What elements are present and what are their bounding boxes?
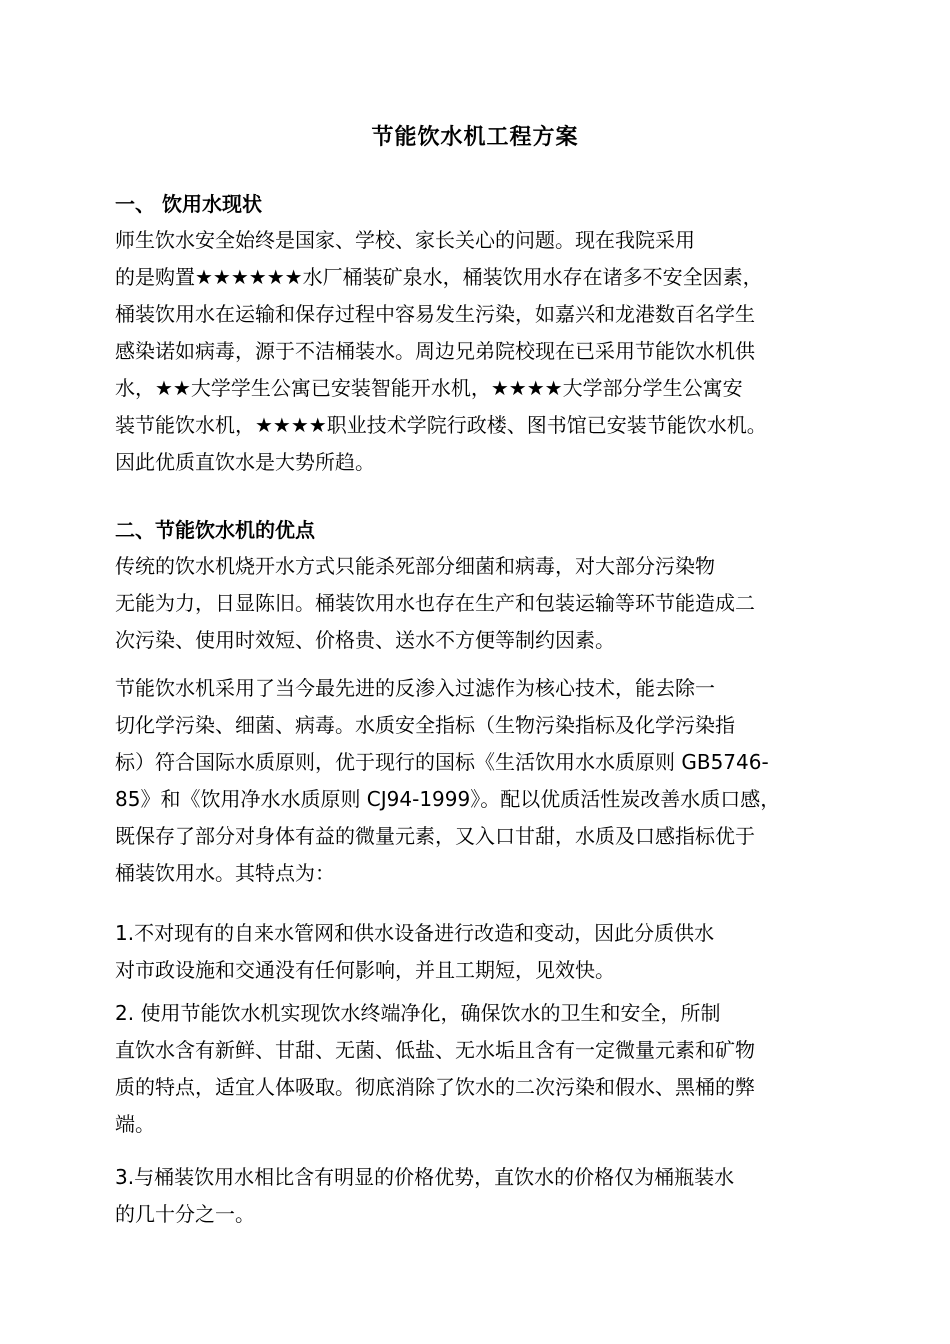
text-line: 直饮水含有新鲜、甘甜、无菌、低盐、无水垢且含有一定微量元素和矿物 <box>115 1038 755 1062</box>
text-line: 水，★★大学学生公寓已安装智能开水机，★★★★大学部分学生公寓安 <box>115 376 743 400</box>
text-line: 感染诺如病毒，源于不洁桶装水。周边兄弟院校现在已采用节能饮水机供 <box>115 339 755 363</box>
text-line: 1.不对现有的自来水管网和供水设备进行改造和变动，因此分质供水 <box>115 921 715 945</box>
text-line: 装节能饮水机，★★★★职业技术学院行政楼、图书馆已安装节能饮水机。 <box>115 413 767 437</box>
paragraph-2-4 <box>115 995 855 1143</box>
text-line: 端。 <box>115 1112 155 1136</box>
text-line: 的是购置★★★★★★水厂桶装矿泉水，桶装饮用水存在诸多不安全因素， <box>115 265 763 289</box>
text-line: 传统的饮水机烧开水方式只能杀死部分细菌和病毒，对大部分污染物 <box>115 554 715 578</box>
text-line: 质的特点，适宜人体吸取。彻底消除了饮水的二次污染和假水、黑桶的弊 <box>115 1075 755 1099</box>
paragraph-2-1 <box>115 548 855 659</box>
text-line: 切化学污染、细菌、病毒。水质安全指标（生物污染指标及化学污染指 <box>115 713 735 737</box>
text-line: 标）符合国际水质原则，优于现行的国标《生活饮用水水质原则 GB5746- <box>115 750 769 774</box>
text-line: 无能为力，日显陈旧。桶装饮用水也存在生产和包装运输等环节能造成二 <box>115 591 755 615</box>
section-heading-2: 二、节能饮水机的优点 <box>115 518 315 542</box>
section-heading-1: 一、 饮用水现状 <box>115 192 262 216</box>
paragraph-2-5 <box>115 1159 855 1233</box>
document-title: 节能饮水机工程方案 <box>371 125 579 150</box>
text-line: 3.与桶装饮用水相比含有明显的价格优势，直饮水的价格仅为桶瓶装水 <box>115 1165 735 1189</box>
text-line: 次污染、使用时效短、价格贵、送水不方便等制约因素。 <box>115 628 615 652</box>
text-line: 2. 使用节能饮水机实现饮水终端净化，确保饮水的卫生和安全，所制 <box>115 1001 721 1025</box>
text-line: 桶装饮用水。其特点为： <box>115 861 335 885</box>
text-line: 桶装饮用水在运输和保存过程中容易发生污染，如嘉兴和龙港数百名学生 <box>115 302 755 326</box>
paragraph-2-2 <box>115 670 855 892</box>
text-line: 对市政设施和交通没有任何影响，并且工期短，见效快。 <box>115 958 615 982</box>
text-line: 既保存了部分对身体有益的微量元素，又入口甘甜，水质及口感指标优于 <box>115 824 755 848</box>
text-line: 因此优质直饮水是大势所趋。 <box>115 450 375 474</box>
text-line: 85》和《饮用净水水质原则 CJ94-1999》。配以优质活性炭改善水质口感， <box>115 787 781 811</box>
paragraph-1-1 <box>115 222 855 481</box>
text-line: 节能饮水机采用了当今最先进的反渗入过滤作为核心技术，能去除一 <box>115 676 715 700</box>
text-line: 的几十分之一。 <box>115 1202 255 1226</box>
text-line: 师生饮水安全始终是国家、学校、家长关心的问题。现在我院采用 <box>115 228 695 252</box>
paragraph-2-3 <box>115 915 855 989</box>
